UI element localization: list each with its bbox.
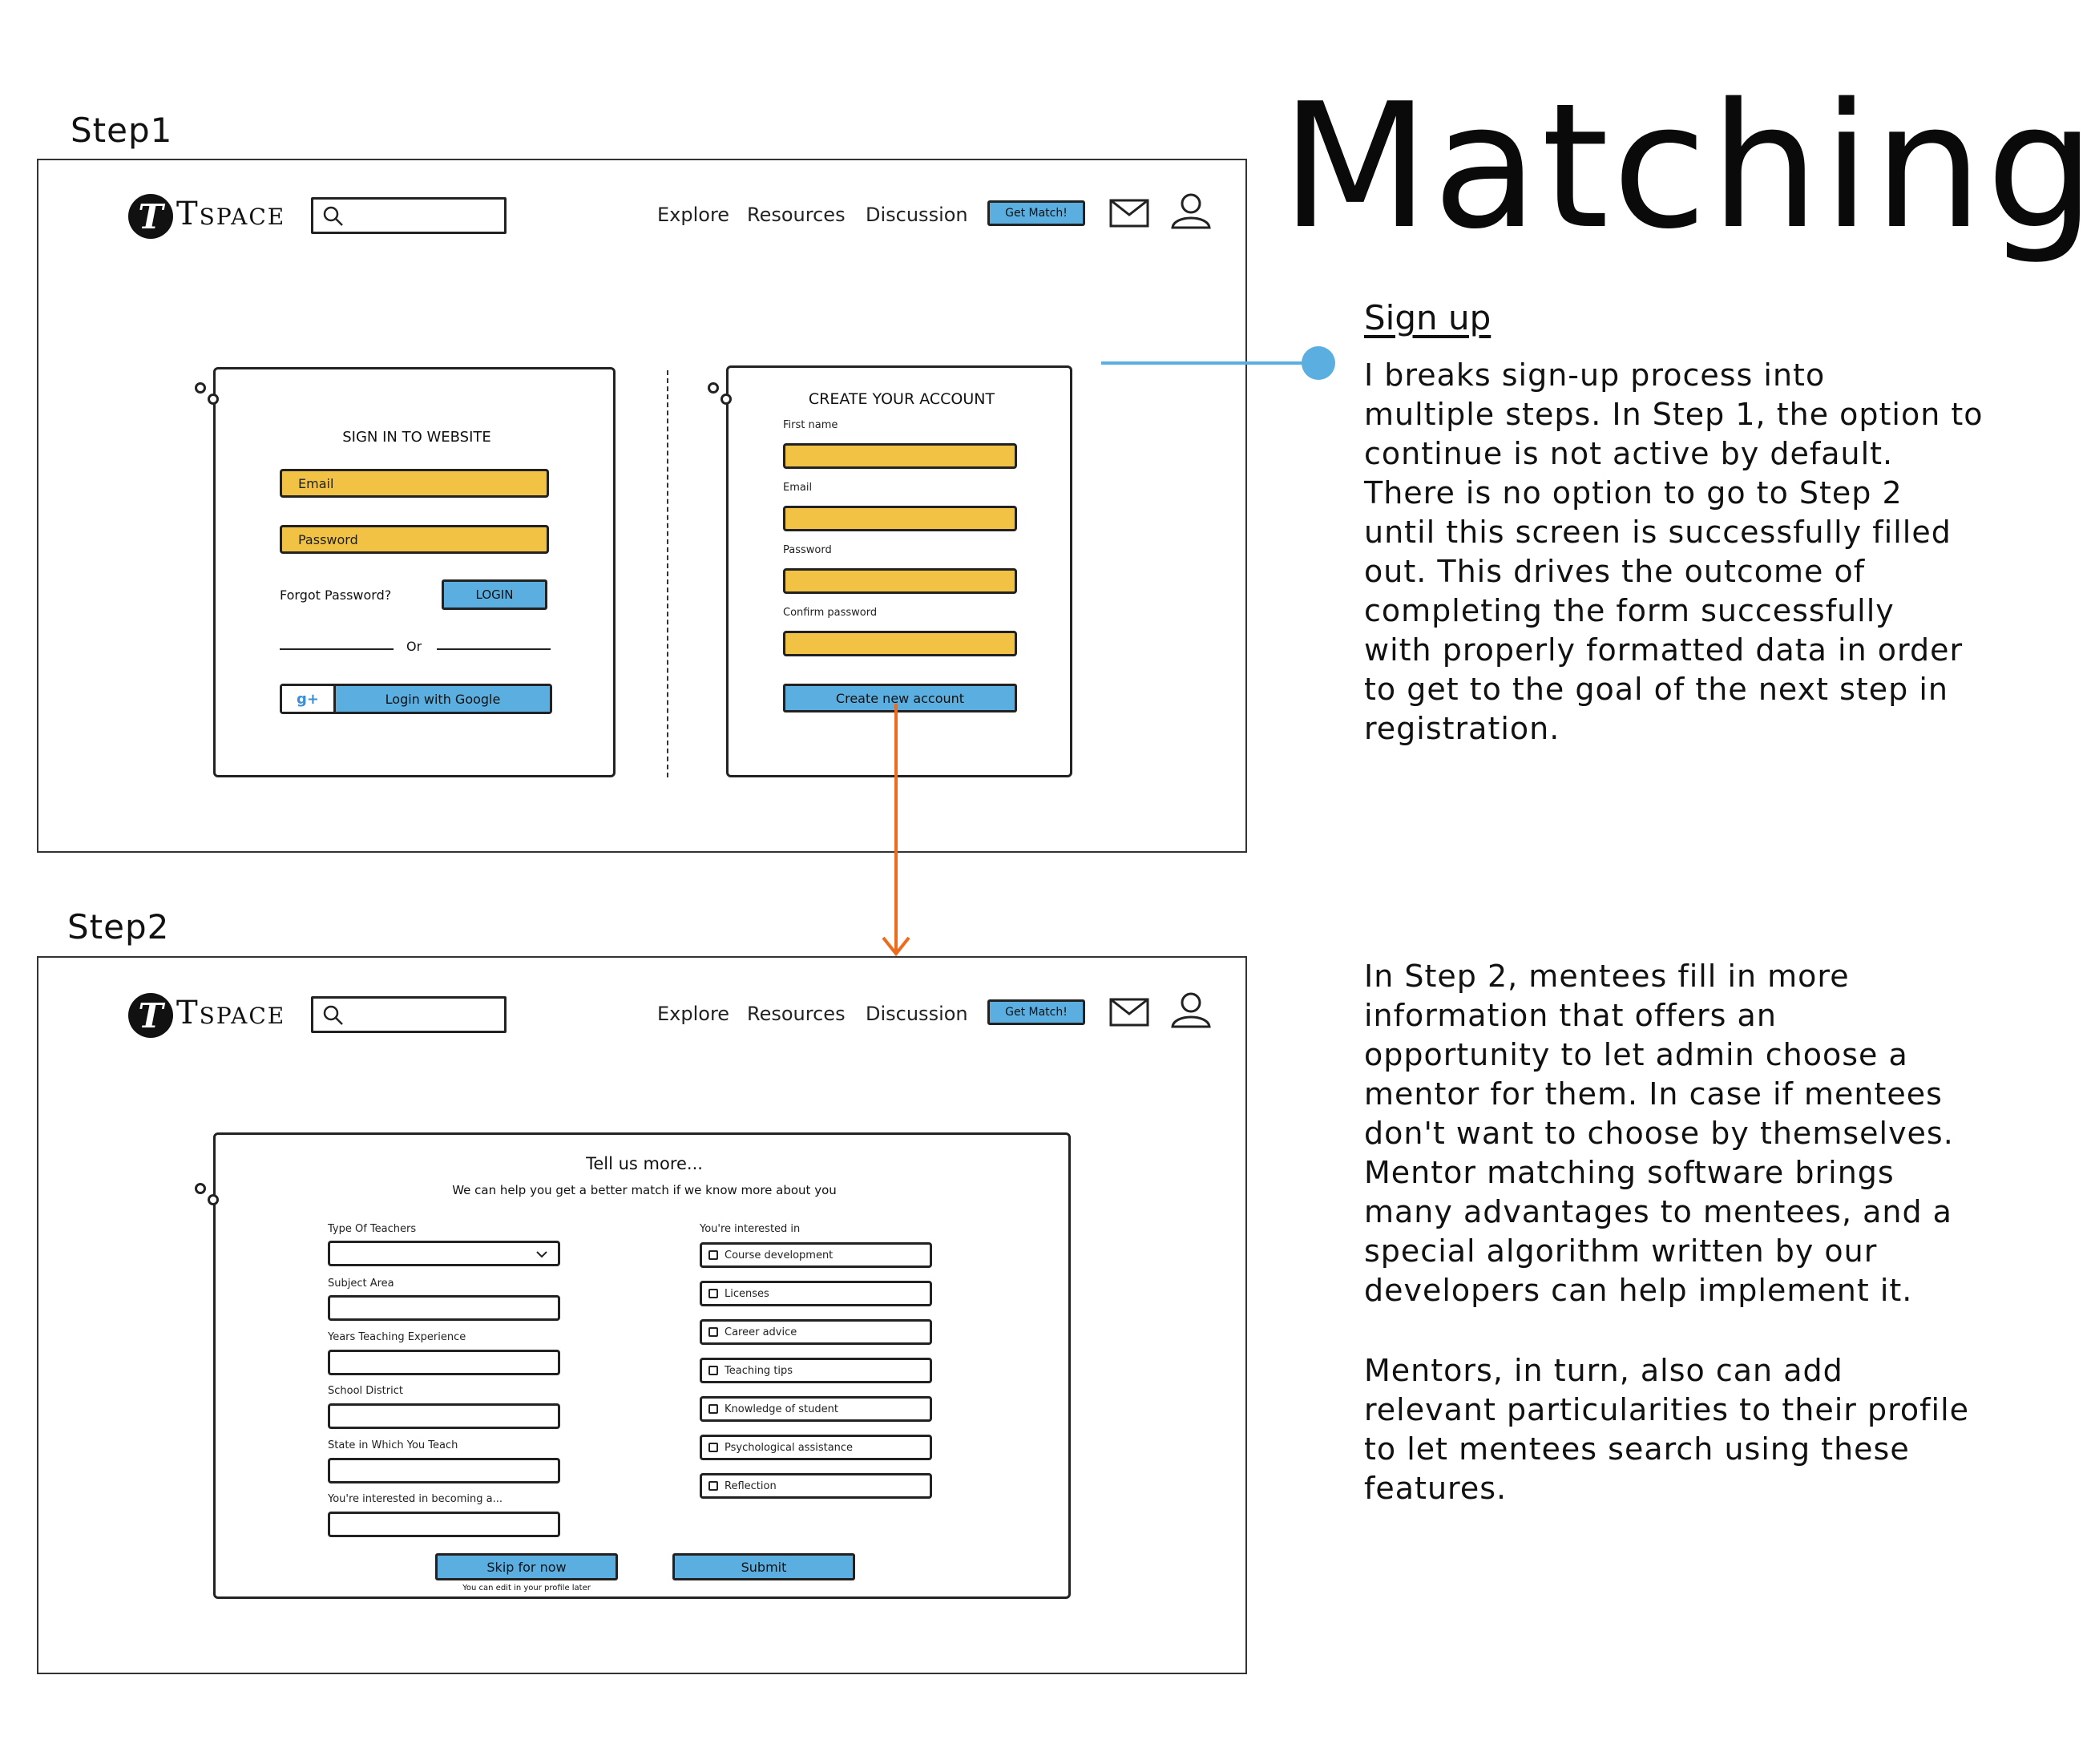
mail-icon[interactable]: [1109, 199, 1149, 228]
email-label: Email: [783, 482, 813, 494]
password-field[interactable]: [783, 568, 1017, 594]
step1-label: Step1: [71, 111, 173, 150]
option-label: Knowledge of student: [725, 1403, 838, 1415]
option-psychological-assistance[interactable]: [700, 1435, 932, 1460]
card-divider: [667, 370, 668, 777]
option-teaching-tips[interactable]: [700, 1358, 932, 1383]
checkbox-icon[interactable]: [708, 1481, 718, 1491]
school-district-label: School District: [328, 1385, 403, 1397]
password-label: Password: [783, 544, 832, 556]
option-career-advice[interactable]: [700, 1319, 932, 1345]
state-field[interactable]: [328, 1458, 560, 1483]
type-of-teachers-label: Type Of Teachers: [328, 1223, 417, 1235]
search-input[interactable]: [311, 197, 507, 234]
get-match-button[interactable]: Get Match!: [987, 200, 1085, 226]
mentors-description: Mentors, in turn, also can add relevant particularities to their profile to let mentees search using these features.: [1364, 1353, 1970, 1506]
profile-form-card: [213, 1132, 1071, 1599]
form-title: Tell us more...: [586, 1154, 703, 1173]
connector-line: [1101, 361, 1326, 365]
forgot-password-link[interactable]: Forgot Password?: [280, 587, 392, 603]
nav-resources[interactable]: Resources: [747, 204, 846, 226]
step1-frame: [37, 159, 1247, 853]
option-label: Licenses: [725, 1287, 769, 1300]
form-subtitle: We can help you get a better match if we know more about you: [452, 1183, 837, 1197]
google-login-label: Login with Google: [336, 686, 550, 712]
logo-text[interactable]: Tspace: [176, 995, 286, 1031]
nav-resources[interactable]: Resources: [747, 1003, 846, 1025]
logo-icon[interactable]: T: [128, 194, 173, 239]
subject-area-field[interactable]: [328, 1295, 560, 1321]
search-input[interactable]: [311, 996, 507, 1033]
option-label: Reflection: [725, 1479, 777, 1492]
nav-explore[interactable]: Explore: [657, 1003, 730, 1025]
password-field[interactable]: Password: [280, 525, 549, 554]
chevron-down-icon: [535, 1250, 548, 1258]
option-licenses[interactable]: [700, 1281, 932, 1306]
email-field[interactable]: Email: [280, 469, 549, 498]
flow-arrow: [872, 704, 920, 960]
state-label: State in Which You Teach: [328, 1439, 458, 1451]
interested-in-label: You're interested in: [700, 1223, 801, 1235]
user-icon[interactable]: [1170, 192, 1212, 229]
subject-area-label: Subject Area: [328, 1278, 394, 1290]
google-login-button[interactable]: [280, 684, 552, 714]
checkbox-icon[interactable]: [708, 1366, 718, 1375]
user-icon[interactable]: [1170, 991, 1212, 1028]
submit-button[interactable]: Submit: [672, 1553, 855, 1580]
or-label: Or: [406, 639, 422, 654]
logo-icon[interactable]: T: [128, 993, 173, 1038]
confirm-password-field[interactable]: [783, 631, 1017, 656]
mail-icon[interactable]: [1109, 998, 1149, 1027]
nav-discussion[interactable]: Discussion: [866, 1003, 968, 1025]
get-match-button[interactable]: Get Match!: [987, 999, 1085, 1025]
binder-ring-icon: [195, 382, 206, 394]
checkbox-icon[interactable]: [708, 1404, 718, 1414]
signup-description: I breaks sign-up process into multiple steps. In Step 1, the option to continue is not active by default. There is no option to go to Step 2 until this screen is successfully filled out. This drives the outcome of completing the form successfully with properly formatted data in order to get to the goal of the next step in registration.: [1364, 357, 1984, 746]
nav-explore[interactable]: Explore: [657, 204, 730, 226]
skip-note: You can edit in your profile later: [462, 1584, 591, 1592]
binder-ring-icon: [195, 1183, 206, 1194]
option-label: Psychological assistance: [725, 1441, 854, 1454]
create-account-button[interactable]: Create new account: [783, 684, 1017, 712]
option-knowledge-of-student[interactable]: [700, 1396, 932, 1422]
skip-button[interactable]: Skip for now: [435, 1553, 618, 1580]
option-label: Course development: [725, 1249, 834, 1261]
nav-discussion[interactable]: Discussion: [866, 204, 968, 226]
signup-heading: Sign up: [1364, 298, 1492, 337]
step2-description: In Step 2, mentees fill in more information that offers an opportunity to let admin choose a mentor for them. In case if mentees don't want to choose by themselves. Mentor matching software brings many advantages to mentees, and a special algorithm written by our developers can help implement it.: [1364, 959, 1954, 1308]
email-field[interactable]: [783, 506, 1017, 531]
search-icon: [321, 1003, 345, 1027]
create-account-title: CREATE YOUR ACCOUNT: [808, 390, 995, 408]
step2-frame: [37, 956, 1247, 1674]
type-of-teachers-select[interactable]: [328, 1241, 560, 1266]
page-title: Matching: [1281, 66, 2099, 267]
option-reflection[interactable]: [700, 1473, 932, 1499]
signin-card: [213, 367, 616, 777]
checkbox-icon[interactable]: [708, 1289, 718, 1298]
divider: [280, 648, 394, 650]
binder-ring-icon: [208, 394, 219, 405]
school-district-field[interactable]: [328, 1403, 560, 1429]
signin-title: SIGN IN TO WEBSITE: [342, 429, 491, 446]
confirm-password-label: Confirm password: [783, 607, 878, 619]
logo-text[interactable]: Tspace: [176, 196, 286, 232]
google-plus-icon: g+: [282, 686, 336, 712]
checkbox-icon[interactable]: [708, 1443, 718, 1452]
option-course-development[interactable]: [700, 1242, 932, 1268]
checkbox-icon[interactable]: [708, 1327, 718, 1337]
step2-label: Step2: [67, 907, 170, 947]
years-experience-label: Years Teaching Experience: [328, 1331, 466, 1343]
search-icon: [321, 204, 345, 228]
years-experience-field[interactable]: [328, 1350, 560, 1375]
option-label: Teaching tips: [725, 1364, 793, 1377]
divider: [437, 648, 551, 650]
becoming-label: You're interested in becoming a...: [328, 1493, 503, 1505]
first-name-field[interactable]: [783, 443, 1017, 469]
becoming-field[interactable]: [328, 1512, 560, 1537]
option-label: Career advice: [725, 1326, 797, 1338]
login-button[interactable]: LOGIN: [442, 579, 547, 610]
binder-ring-icon: [708, 382, 719, 394]
checkbox-icon[interactable]: [708, 1250, 718, 1260]
first-name-label: First name: [783, 419, 838, 431]
connector-dot: [1302, 346, 1335, 380]
